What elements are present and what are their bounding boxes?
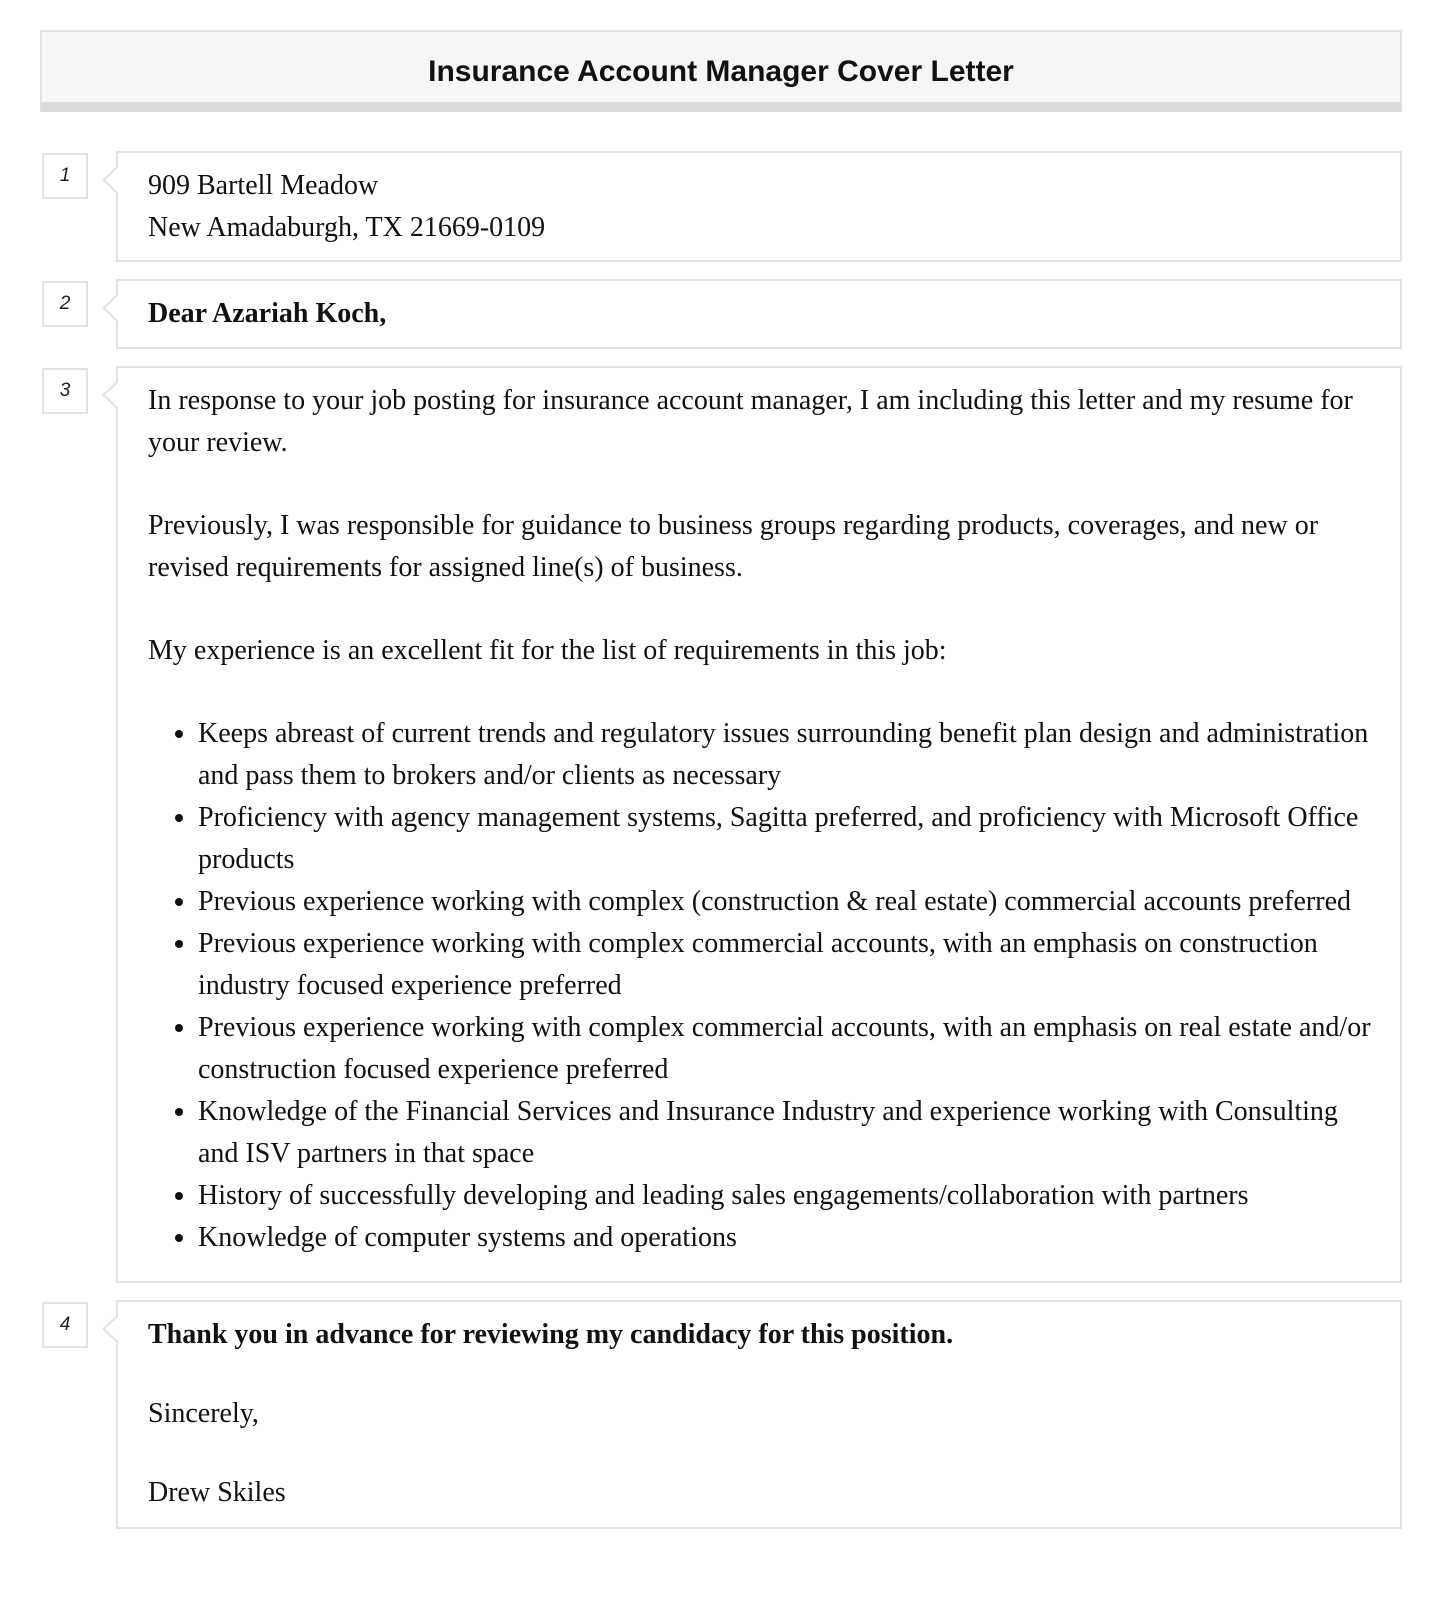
list-item: • Previous experience working with complex commercial accounts, with an emphasis on construction industry focused experience preferred <box>198 923 1372 1007</box>
body-card <box>116 366 1402 1283</box>
greeting: Dear Azariah Koch, <box>148 298 387 329</box>
body-paragraph-fit: My experience is an excellent fit for the list of requirements in this job: <box>148 635 947 666</box>
list-item: • Knowledge of the Financial Services and Insurance Industry and experience working with Consulting and ISV partners in that space <box>198 1091 1372 1175</box>
list-item: • Previous experience working with complex commercial accounts, with an emphasis on real estate and/or construction focused experience preferred <box>198 1007 1372 1091</box>
section-number: 3 <box>42 368 88 414</box>
title-bar <box>40 30 1402 112</box>
address-line-1: 909 Bartell Meadow <box>148 170 379 201</box>
page-title: Insurance Account Manager Cover Letter <box>428 55 1014 88</box>
requirements-list <box>148 713 1372 1259</box>
body-paragraph-intro: In response to your job posting for insurance account manager, I am including this letter and my resume for your review. <box>148 385 1353 458</box>
signature-name: Drew Skiles <box>148 1477 286 1508</box>
body-paragraph-experience: Previously, I was responsible for guidance to business groups regarding products, coverages, and new or revised requirements for assigned line(s) of business. <box>148 510 1319 583</box>
address-line-2: New Amadaburgh, TX 21669-0109 <box>148 212 546 243</box>
greeting-card <box>116 279 1402 349</box>
list-item: • Knowledge of computer systems and operations <box>198 1217 1372 1259</box>
list-item: • Keeps abreast of current trends and regulatory issues surrounding benefit plan design and administration and pass them to brokers and/or clients as necessary <box>198 713 1372 797</box>
address-card <box>116 151 1402 262</box>
section-number: 1 <box>42 153 88 199</box>
closing-statement: Thank you in advance for reviewing my candidacy for this position. <box>148 1319 954 1350</box>
list-item: • Previous experience working with complex (construction & real estate) commercial accounts preferred <box>198 881 1372 923</box>
section-number: 4 <box>42 1302 88 1348</box>
list-item: • History of successfully developing and leading sales engagements/collaboration with partners <box>198 1175 1372 1217</box>
list-item: • Proficiency with agency management systems, Sagitta preferred, and proficiency with Microsoft Office products <box>198 797 1372 881</box>
section-number: 2 <box>42 281 88 327</box>
closing-card <box>116 1300 1402 1529</box>
sign-off: Sincerely, <box>148 1398 259 1429</box>
